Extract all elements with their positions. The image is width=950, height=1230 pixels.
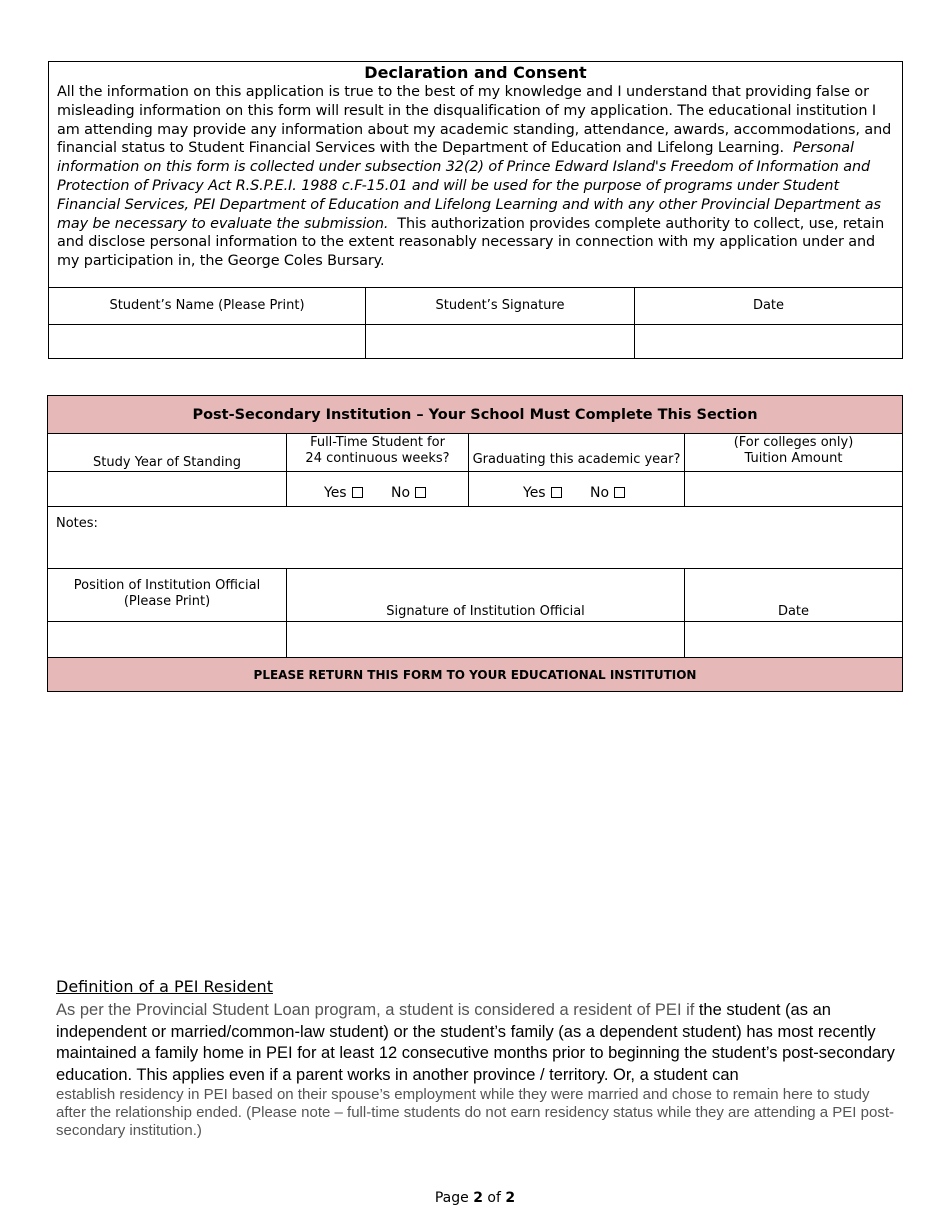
student-signature-field[interactable] (366, 325, 634, 358)
return-note: PLEASE RETURN THIS FORM TO YOUR EDUCATIONAL INSTITUTION (253, 668, 697, 682)
definition-text (56, 1000, 901, 1140)
study-year-header: Study Year of Standing (93, 455, 241, 470)
declaration-text (57, 83, 895, 271)
declaration-section (48, 61, 903, 359)
page-number: Page 2 of 2 (434, 1190, 516, 1206)
student-name-field[interactable] (49, 325, 365, 358)
official-position-header-line1: Position of Institution Official (73, 578, 261, 593)
notes-label: Notes: (56, 516, 98, 531)
definition-title: Definition of a PEI Resident (56, 977, 273, 996)
graduating-header: Graduating this academic year? (472, 452, 681, 467)
tuition-header-line2: Tuition Amount (744, 451, 843, 466)
declaration-title: Declaration and Consent (364, 63, 587, 82)
definition-text-black: the student (as an independent or married/common-law student) or the student’s family (as a dependent student) has most recently maintained a family home in PEI for at least 12 consecutive months prior to beginning the student’s post-secondary education. This applies even if a parent works in another province / territory. Or, a student can (56, 1001, 895, 1084)
graduating-yes-option[interactable]: Yes (523, 485, 562, 501)
student-date-field[interactable] (635, 325, 902, 358)
official-position-header-line2: (Please Print) (123, 594, 211, 609)
official-position-field[interactable] (48, 622, 286, 657)
fulltime-yes-checkbox[interactable] (352, 487, 363, 498)
notes-field[interactable] (48, 507, 902, 568)
declaration-privacy-notice: Personal information on this form is collected under subsection 32(2) of Prince Edward Island's Freedom of Information and Protection of Privacy Act R.S.P.E.I. 1988 c.F-15.01 and will be used for the purpose of programs under Student Financial Services, PEI Department of Education and Lifelong Learning and with any other Provincial Department as may be necessary to evaluate the submission. (57, 140, 881, 232)
return-note-bar (48, 658, 902, 691)
graduating-no-option[interactable]: No (590, 485, 625, 501)
official-position-header (48, 578, 286, 610)
divider (48, 433, 902, 434)
declaration-text-part2: This authorization provides complete authority to collect, use, retain and disclose personal information to the extent reasonably necessary in connection with my application under and my participation in, the George Coles Bursary. (57, 215, 885, 270)
definition-text-grey2: establish residency in PEI based on their spouse’s employment while they were married and chose to remain here to study after the relationship ended. (Please note – full-time students do not earn residency status while they are attending a PEI post-secondary institution.) (56, 1086, 894, 1139)
student-signature-header: Student’s Signature (435, 298, 565, 313)
fulltime-no-option[interactable]: No (391, 485, 426, 501)
fulltime-header-line1: Full-Time Student for (310, 435, 445, 450)
graduating-no-checkbox[interactable] (614, 487, 625, 498)
official-signature-field[interactable] (287, 622, 684, 657)
date-header: Date (752, 298, 785, 313)
student-name-header: Student’s Name (Please Print) (109, 298, 305, 313)
institution-header-bar (48, 396, 902, 433)
official-date-header: Date (777, 604, 810, 619)
study-year-field[interactable] (48, 472, 286, 506)
institution-section (47, 395, 903, 692)
official-signature-header: Signature of Institution Official (386, 604, 585, 619)
fulltime-yes-option[interactable]: Yes (324, 485, 363, 501)
tuition-header (685, 435, 902, 467)
fulltime-header-line2: 24 continuous weeks? (305, 451, 450, 466)
fulltime-header (287, 435, 468, 467)
tuition-amount-field[interactable] (685, 472, 902, 506)
tuition-header-line1: (For colleges only) (733, 435, 854, 450)
graduating-yes-checkbox[interactable] (551, 487, 562, 498)
declaration-text-part1: All the information on this application is true to the best of my knowledge and I understand that providing false or misleading information on this form will result in the disqualification of my application. The educational institution I am attending may provide any information about my academic standing, attendance, awards, accommodations, and financial status to Student Financial Services with the Department of Education and Lifelong Learning. (57, 84, 892, 157)
fulltime-no-checkbox[interactable] (415, 487, 426, 498)
divider (49, 287, 902, 288)
official-date-field[interactable] (685, 622, 902, 657)
definition-text-grey1: As per the Provincial Student Loan program, a student is considered a resident of PEI if (56, 1001, 695, 1019)
divider (48, 568, 902, 569)
divider (468, 433, 469, 506)
institution-header: Post-Secondary Institution – Your School Must Complete This Section (192, 407, 758, 423)
